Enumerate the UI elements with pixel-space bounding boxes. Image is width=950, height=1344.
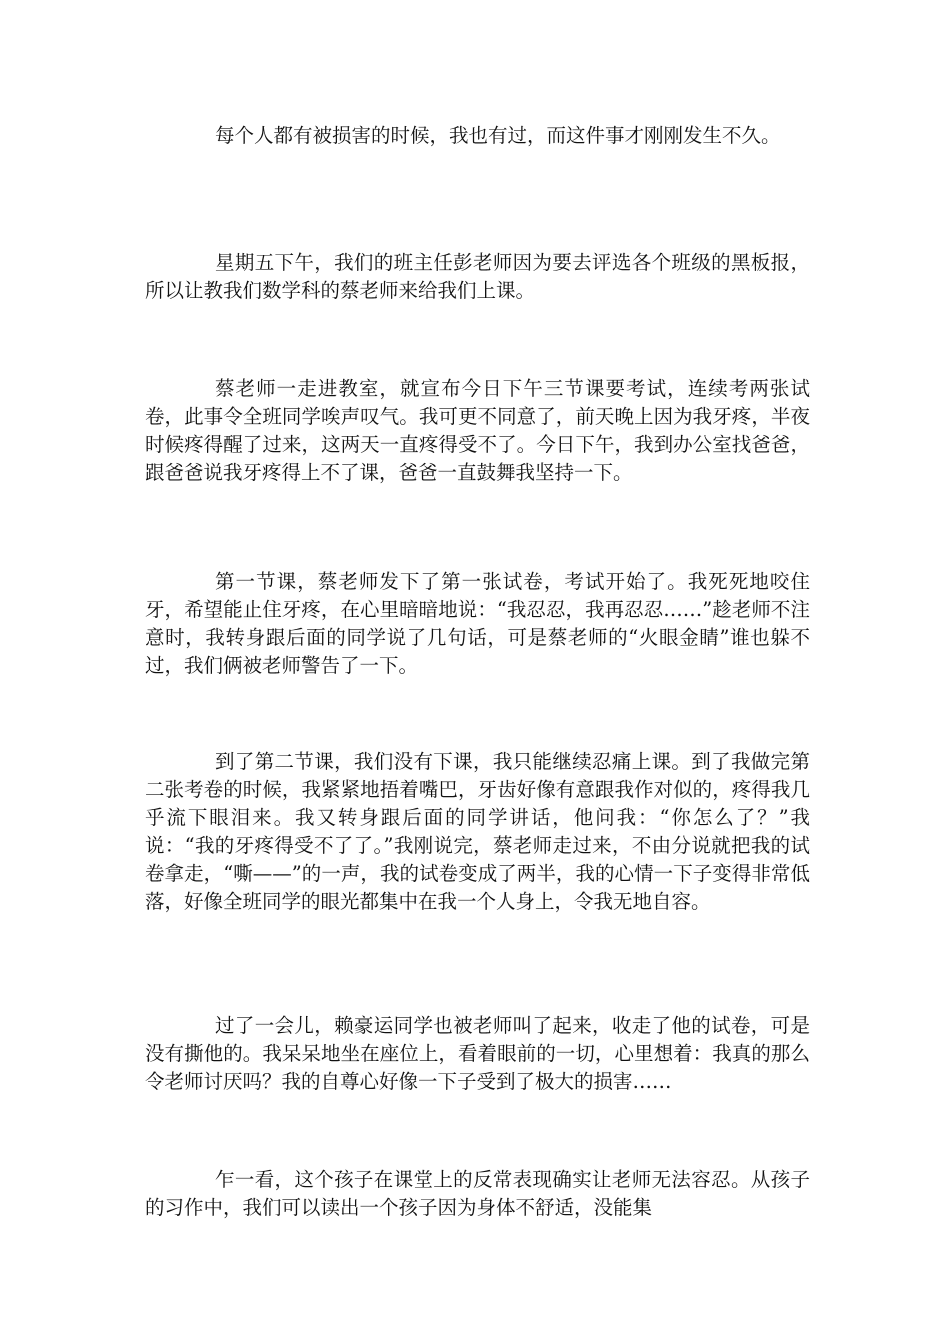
paragraph-7: 乍一看，这个孩子在课堂上的反常表现确实让老师无法容忍。从孩子的习作中，我们可以读出一个孩子因为身体不舒适，没能集	[145, 1168, 810, 1219]
paragraph-6: 过了一会儿，赖豪运同学也被老师叫了起来，收走了他的试卷，可是没有撕他的。我呆呆地坐在座位上，看着眼前的一切，心里想着：我真的那么令老师讨厌吗？我的自尊心好像一下子受到了极大的损害……	[145, 1014, 810, 1093]
paragraph-3: 蔡老师一走进教室，就宣布今日下午三节课要考试，连续考两张试卷，此事令全班同学唉声叹气。我可更不同意了，前天晚上因为我牙疼，半夜时候疼得醒了过来，这两天一直疼得受不了。今日下午，我到办公室找爸爸，跟爸爸说我牙疼得上不了课，爸爸一直鼓舞我坚持一下。	[145, 377, 810, 484]
paragraph-1: 每个人都有被损害的时候，我也有过，而这件事才刚刚发生不久。	[215, 124, 781, 147]
paragraph-5: 到了第二节课，我们没有下课，我只能继续忍痛上课。到了我做完第二张考卷的时候，我紧紧地捂着嘴巴，牙齿好像有意跟我作对似的，疼得我几乎流下眼泪来。我又转身跟后面的同学讲话，他问我：“你怎么了？”我说：“我的牙疼得受不了了。”我刚说完，蔡老师走过来，不由分说就把我的试卷拿走，“嘶——”的一声，我的试卷变成了两半，我的心情一下子变得非常低落，好像全班同学的眼光都集中在我一个人身上，令我无地自容。	[145, 750, 810, 913]
paragraph-4: 第一节课，蔡老师发下了第一张试卷，考试开始了。我死死地咬住牙，希望能止住牙疼，在心里暗暗地说：“我忍忍，我再忍忍……”趁老师不注意时，我转身跟后面的同学说了几句话，可是蔡老师的“火眼金睛”谁也躲不过，我们俩被老师警告了一下。	[145, 570, 810, 677]
paragraph-2: 星期五下午，我们的班主任彭老师因为要去评选各个班级的黑板报，所以让教我们数学科的蔡老师来给我们上课。	[145, 251, 810, 302]
